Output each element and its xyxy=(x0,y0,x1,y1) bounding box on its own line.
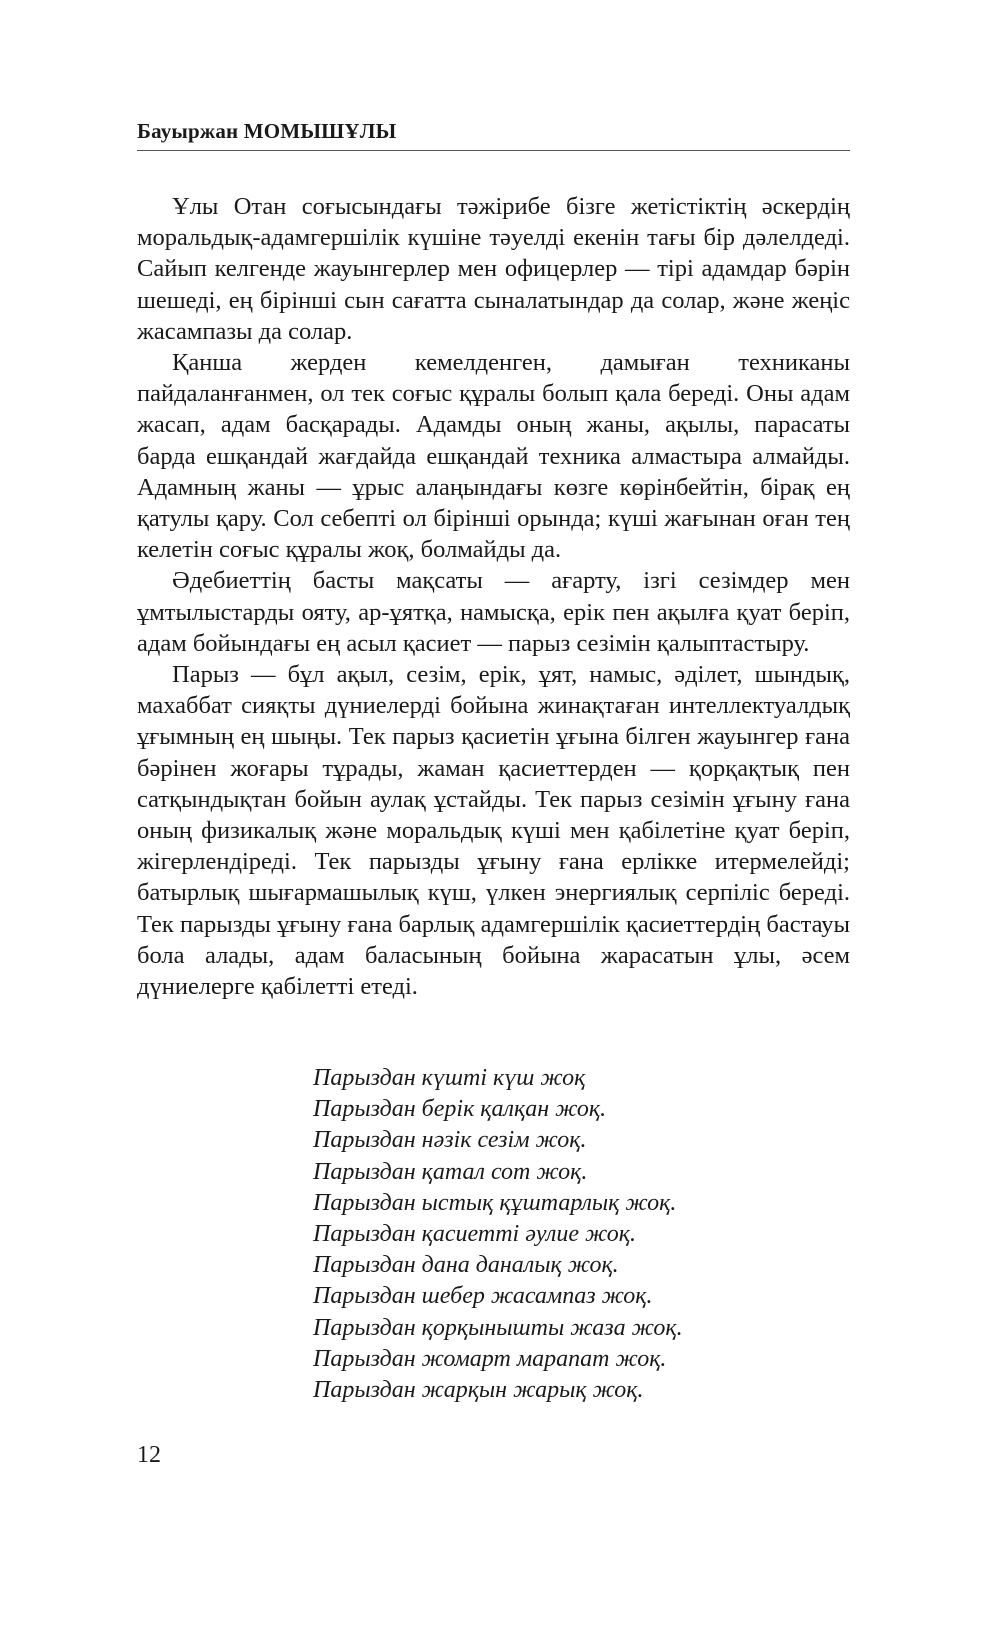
poem-line: Парыздан қорқынышты жаза жоқ. xyxy=(313,1314,683,1341)
poem-line: Парыздан жарқын жарық жоқ. xyxy=(313,1377,644,1404)
body-text xyxy=(137,191,850,1002)
poem xyxy=(313,1063,683,1406)
running-head: Бауыржан МОМЫШҰЛЫ xyxy=(137,118,850,151)
poem-line: Парыздан қасиетті әулие жоқ. xyxy=(313,1221,636,1248)
poem-line: Парыздан нәзік сезім жоқ. xyxy=(313,1127,587,1154)
poem-line: Парыздан берік қалқан жоқ. xyxy=(313,1096,607,1123)
poem-line: Парыздан ыстық құштарлық жоқ. xyxy=(313,1189,677,1216)
poem-line: Парыздан қатал сот жоқ. xyxy=(313,1158,588,1185)
poem-line: Парыздан дана даналық жоқ. xyxy=(313,1252,619,1279)
poem-line: Парыздан шебер жасампаз жоқ. xyxy=(313,1283,653,1310)
paragraph: Парыз — бұл ақыл, сезім, ерік, ұят, намыс, әділет, шындық, махаббат сияқты дүниелерді бойына жинақтаған интеллектуалдық ұғымның ең шыңы. Тек парыз қасиетін ұғына білген жауынгер ғана бәрінен жоғары тұрады, жаман қасиеттерден — қорқақтық пен сатқындықтан бойын аулақ ұстайды. Тек парыз сезімін ұғыну ғана оның физикалық және моральдық күші мен қабілетіне қуат беріп, жігерлендіреді. Тек парызды ұғыну ғана ерлікке итермелейді; батырлық шығармашылық күш, үлкен энергиялық серпіліс береді. Тек парызды ұғыну ғана барлық адамгершілік қасиеттердің бастауы бола алады, адам баласының бойына жарасатын ұлы, әсем дүниелерге қабілетті етеді. xyxy=(137,661,850,1001)
poem-line: Парыздан жомарт марапат жоқ. xyxy=(313,1345,667,1372)
paragraph: Әдебиеттің басты мақсаты — ағарту, ізгі сезімдер мен ұмтылыстарды ояту, ар-ұятқа, намысқа, ерік пен ақылға қуат беріп, адам бойындағы ең асыл қасиет — парыз сезімін қалыптастыру. xyxy=(137,567,850,657)
page-number: 12 xyxy=(137,1442,161,1468)
paragraph: Қанша жерден кемелденген, дамыған техниканы пайдаланғанмен, ол тек соғыс құралы болып қала береді. Оны адам жасап, адам басқарады. Адамды оның жаны, ақылы, парасаты барда ешқандай жағдайда ешқандай техника алмастыра алмайды. Адамның жаны — ұрыс алаңындағы көзге көрінбейтін, бірақ ең қатулы қару. Сол себепті ол бірінші орында; күші жағынан оған тең келетін соғыс құралы жоқ, болмайды да. xyxy=(137,349,850,564)
paragraph: Ұлы Отан соғысындағы тәжірибе бізге жетістіктің әскердің моральдық-адамгершілік күшіне тәуелді екенін тағы бір дәлелдеді. Сайып келгенде жауынгерлер мен офицерлер — тірі адамдар бәрін шешеді, ең бірінші сын сағатта сыналатындар да солар, және жеңіс жасампазы да солар. xyxy=(137,193,850,345)
poem-line: Парыздан күшті күш жоқ xyxy=(313,1065,586,1091)
